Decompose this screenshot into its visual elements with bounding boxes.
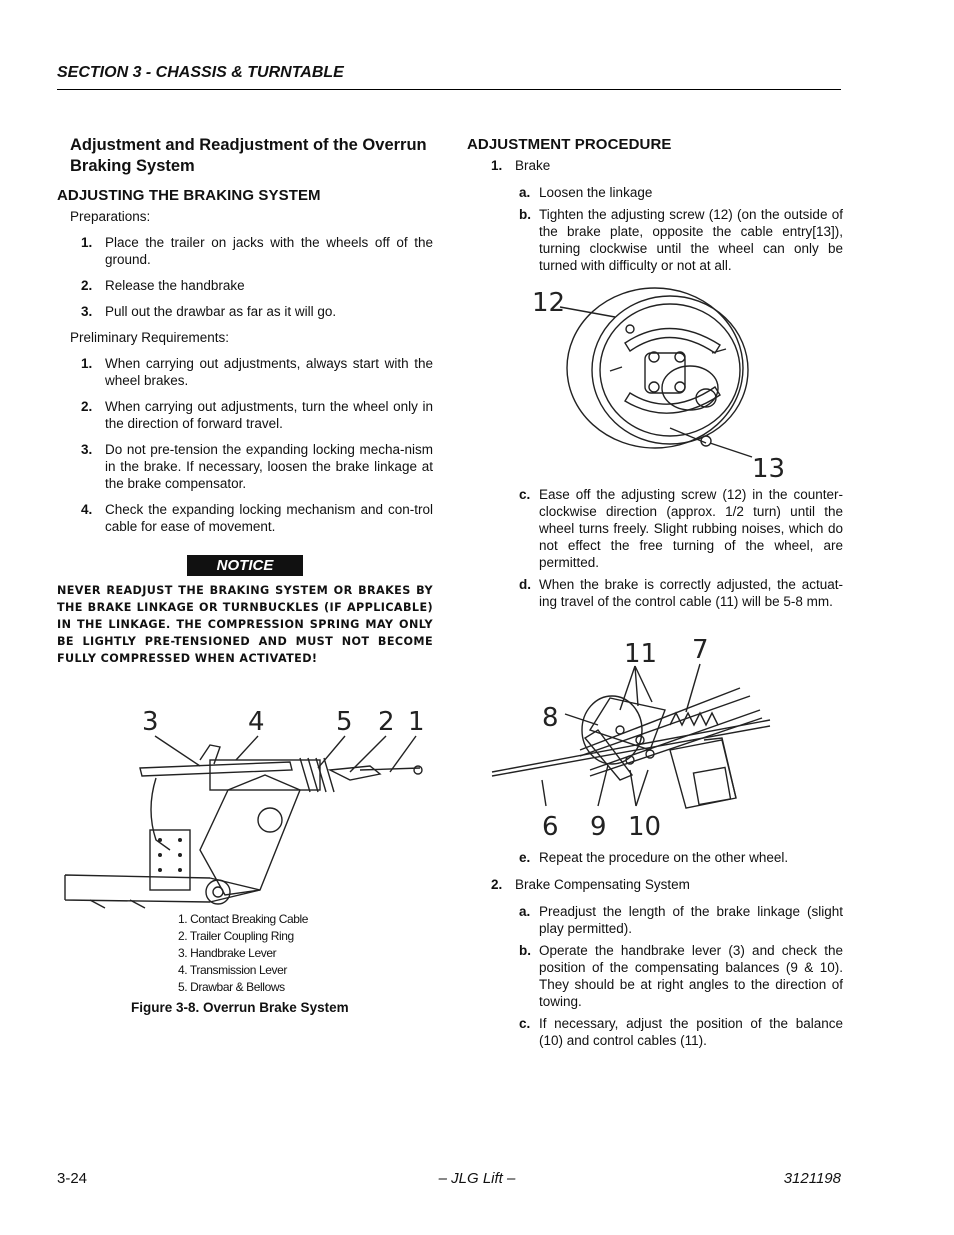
item-text: When carrying out adjustments, turn the wheel only in the direction of forward travel. bbox=[105, 399, 433, 431]
item-number: 3. bbox=[81, 442, 93, 457]
item-text: Operate the handbrake lever (3) and check the position of the compensating balances (9 & 10). They should be at right angles to the direction of towing. bbox=[539, 943, 843, 1009]
left-column bbox=[57, 134, 433, 667]
item-number: 1. bbox=[81, 235, 93, 250]
item-number: c. bbox=[519, 487, 531, 502]
item-text: Loosen the linkage bbox=[539, 185, 653, 200]
callout-9: 9 bbox=[590, 812, 607, 840]
page-number: 3-24 bbox=[57, 1170, 88, 1187]
legend-item: 4. Transmission Lever bbox=[178, 963, 287, 977]
legend-item: 5. Drawbar & Bellows bbox=[178, 980, 285, 994]
item-text: Check the expanding locking mechanism and con-trol cable for ease of movement. bbox=[105, 502, 433, 534]
callout-6: 6 bbox=[542, 812, 559, 840]
item-text: Tighten the adjusting screw (12) (on the outside of the brake plate, opposite the cable entry[13]), turning clockwise until the wheel can only be turned with difficulty or not at all. bbox=[539, 207, 843, 273]
notice-text: NEVER READJUST THE BRAKING SYSTEM OR BRAKES BY THE BRAKE LINKAGE OR TURNBUCKLES (IF APPLICABLE) IN THE LINKAGE. THE COMPRESSION SPRING MAY ONLY BE LIGHTLY PRE-TENSIONED AND MUST NOT BECOME FULLY COMPRESSED WHEN ACTIVATED! bbox=[57, 584, 433, 665]
callout-13: 13 bbox=[752, 454, 786, 483]
item-text: Do not pre-tension the expanding locking mecha-nism in the brake. If necessary, loosen the brake linkage at the brake compensator. bbox=[105, 442, 433, 491]
sub-item bbox=[467, 486, 843, 571]
item-text: Release the handbrake bbox=[105, 278, 245, 293]
list-item bbox=[57, 277, 433, 294]
item-text: When carrying out adjustments, always start with the wheel brakes. bbox=[105, 356, 433, 388]
figure-caption: Figure 3-8. Overrun Brake System bbox=[131, 1000, 349, 1015]
list-item bbox=[57, 355, 433, 389]
section-header: SECTION 3 - CHASSIS & TURNTABLE bbox=[57, 64, 344, 81]
item-number: 2. bbox=[81, 399, 93, 414]
list-item bbox=[57, 501, 433, 535]
item-number: c. bbox=[519, 1016, 531, 1031]
sub-item bbox=[467, 849, 843, 866]
item-number: 2. bbox=[491, 877, 503, 892]
item-number: b. bbox=[519, 943, 531, 958]
item-text: Pull out the drawbar as far as it will go. bbox=[105, 304, 337, 319]
sub-item bbox=[467, 576, 843, 610]
procedure-title: ADJUSTMENT PROCEDURE bbox=[467, 136, 672, 153]
item-number: 1. bbox=[81, 356, 93, 371]
brake-drum-illustration bbox=[530, 283, 790, 483]
item-number: d. bbox=[519, 577, 531, 592]
callout-1: 1 bbox=[408, 707, 425, 737]
brake-compensator-illustration bbox=[490, 630, 780, 840]
item-number: 2. bbox=[81, 278, 93, 293]
prelim-label: Preliminary Requirements: bbox=[70, 330, 230, 345]
sub-item bbox=[467, 184, 843, 201]
footer-brand: – JLG Lift – bbox=[438, 1170, 516, 1187]
item-text: Brake bbox=[515, 158, 551, 173]
callout-2: 2 bbox=[378, 707, 395, 737]
item-number: e. bbox=[519, 850, 531, 865]
callout-8: 8 bbox=[542, 703, 559, 733]
right-column bbox=[467, 134, 843, 279]
callout-12: 12 bbox=[532, 288, 566, 318]
callout-5: 5 bbox=[336, 707, 353, 737]
list-item bbox=[467, 157, 843, 174]
sub-item bbox=[467, 903, 843, 937]
list-item bbox=[467, 876, 843, 893]
preparations-label: Preparations: bbox=[70, 209, 151, 224]
item-text: If necessary, adjust the position of the balance (10) and control cables (11). bbox=[539, 1016, 843, 1048]
item-text: Place the trailer on jacks with the wheels off of the ground. bbox=[105, 235, 433, 267]
callout-10: 10 bbox=[628, 812, 662, 840]
list-item bbox=[57, 441, 433, 492]
right-column-cont bbox=[467, 486, 843, 615]
overrun-brake-illustration bbox=[60, 700, 440, 920]
callout-3: 3 bbox=[142, 707, 159, 737]
item-number: 3. bbox=[81, 304, 93, 319]
figure-legend bbox=[178, 911, 308, 996]
item-number: a. bbox=[519, 185, 531, 200]
callout-7: 7 bbox=[692, 635, 709, 665]
item-text: Repeat the procedure on the other wheel. bbox=[539, 850, 789, 865]
sub-item bbox=[467, 1015, 843, 1049]
item-text: Ease off the adjusting screw (12) in the counter-clockwise direction (approx. 1/2 turn) until the wheel turns freely. Slight rubbing noises, which do not effect the free turning of the wheel, are permitted. bbox=[539, 487, 843, 570]
item-number: 4. bbox=[81, 502, 93, 517]
header-rule bbox=[57, 89, 841, 90]
item-number: b. bbox=[519, 207, 531, 222]
right-column-end bbox=[467, 849, 843, 1054]
list-item bbox=[57, 398, 433, 432]
item-number: 1. bbox=[491, 158, 503, 173]
section-title: Adjustment and Readjustment of the Overrun Braking System bbox=[70, 136, 427, 175]
callout-11: 11 bbox=[624, 639, 658, 669]
subsection-title: ADJUSTING THE BRAKING SYSTEM bbox=[57, 187, 321, 204]
callout-4: 4 bbox=[248, 707, 265, 737]
notice-badge: NOTICE bbox=[187, 555, 303, 576]
item-text: When the brake is correctly adjusted, the actuat-ing travel of the control cable (11) will be 5-8 mm. bbox=[539, 577, 843, 609]
list-item bbox=[57, 303, 433, 320]
document-number: 3121198 bbox=[783, 1170, 841, 1187]
item-text: Brake Compensating System bbox=[515, 877, 690, 892]
legend-item: 3. Handbrake Lever bbox=[178, 946, 277, 960]
list-item bbox=[57, 234, 433, 268]
legend-item: 2. Trailer Coupling Ring bbox=[178, 929, 294, 943]
item-text: Preadjust the length of the brake linkage (slight play permitted). bbox=[539, 904, 843, 936]
legend-item: 1. Contact Breaking Cable bbox=[178, 912, 309, 926]
sub-item bbox=[467, 942, 843, 1010]
item-number: a. bbox=[519, 904, 531, 919]
sub-item bbox=[467, 206, 843, 274]
